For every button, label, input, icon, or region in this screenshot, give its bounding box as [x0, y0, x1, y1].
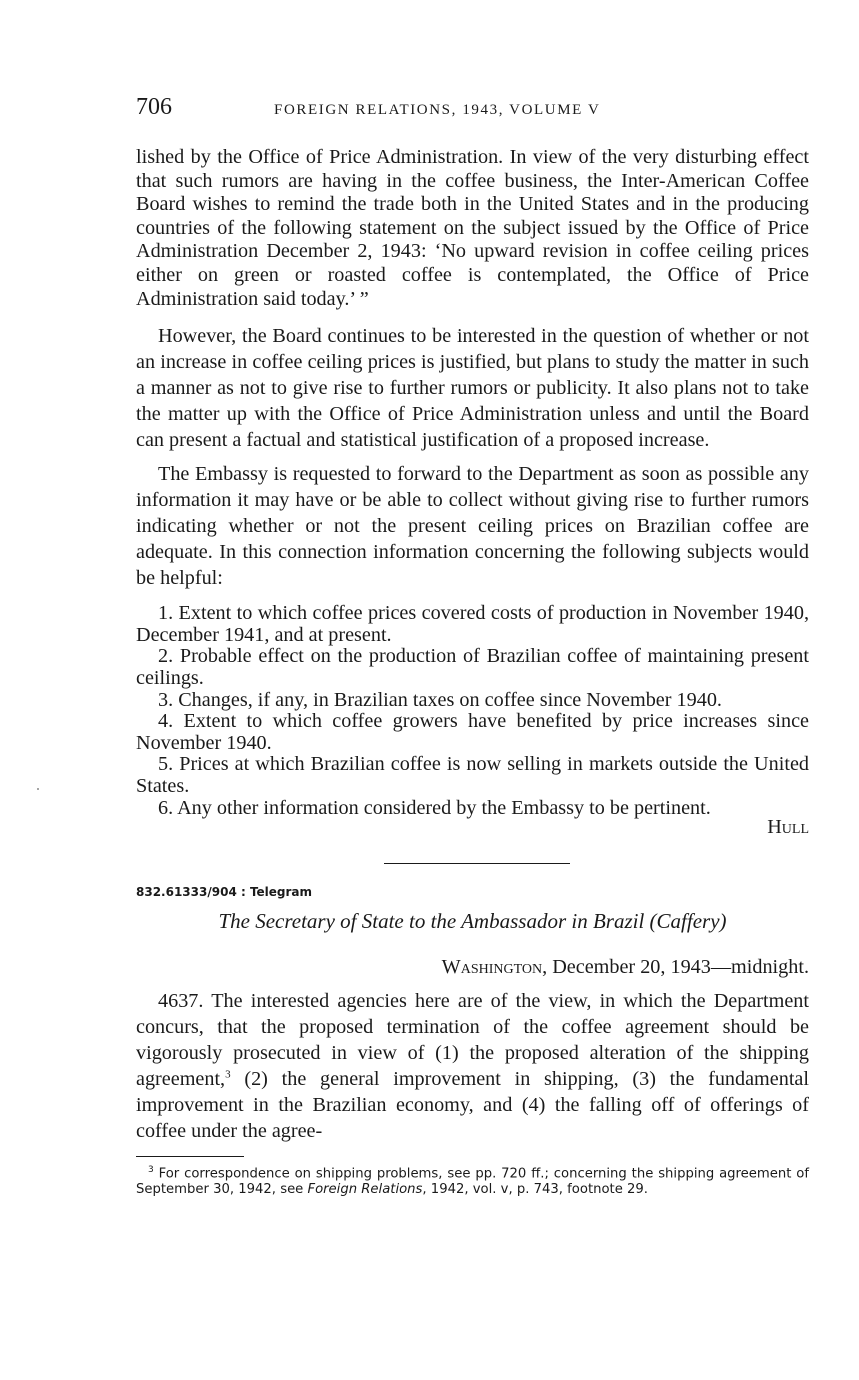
paragraph-board-interest: However, the Board continues to be interested in the question of whether or not an increase in coffee ceiling prices is justified, but plans to study the matter in such a manner as not to give rise to further rumors or publicity. It also plans not to take the matter up with the Office of Price Administration unless and until the Board can present a factual and statistical justification of a proposed increase.	[136, 325, 809, 452]
list-item: 1. Extent to which coffee prices covered costs of production in November 1940, December 1941, and at present.	[136, 602, 809, 646]
section-divider	[384, 863, 570, 864]
list-item: 6. Any other information considered by the Embassy to be pertinent.	[158, 796, 711, 819]
list-item: 5. Prices at which Brazilian coffee is now selling in markets outside the United States.	[136, 753, 809, 797]
stray-mark	[37, 788, 39, 790]
footnote-mark: 3	[148, 1165, 154, 1176]
list-item: 2. Probable effect on the production of Brazilian coffee of maintaining present ceilings.	[136, 645, 809, 689]
paragraph-embassy-request: The Embassy is requested to forward to the Department as soon as possible any information it may have or be able to collect without giving rise to further rumors indicating whether or not the present ceiling prices on Brazilian coffee are adequate. In this connection information concerning the following subjects would be helpful:	[136, 463, 809, 590]
telegram-text-part-2: (2) the general improvement in shipping, (3) the fundamental improvement in the Brazilian economy, and (4) the falling off of offerings of coffee under the agree-	[136, 1068, 809, 1143]
date-text: , December 20, 1943—midnight.	[542, 956, 809, 979]
telegram-text-part-1: 4637. The interested agencies here are of the view, in which the Department concurs, that the proposed termination of the coffee agreement should be vigorously prosecuted in view of (1) the proposed alteration of the shipping agreement,	[136, 990, 809, 1091]
footnote-text-part-2: , 1942, vol. v, p. 743, footnote 29.	[422, 1182, 648, 1198]
document-page	[136, 92, 809, 1198]
running-head	[136, 92, 809, 128]
list-item: 4. Extent to which coffee growers have benefited by price increases since November 1940.	[136, 710, 809, 754]
running-title: FOREIGN RELATIONS, 1943, VOLUME V	[274, 102, 601, 118]
footnote-text-part-1: For correspondence on shipping problems, see pp. 720 ff.; concerning the shipping agreement of September 30, 1942, see	[136, 1166, 809, 1198]
information-subjects-list	[136, 603, 809, 819]
footnote-italic-title: Foreign Relations	[307, 1182, 423, 1198]
paragraph-quoted-statement: lished by the Office of Price Administration. In view of the very disturbing effect that such rumors are having in the coffee business, the Inter-American Coffee Board wishes to remind the trade both in the United States and in the producing countries of the following statement on the subject issued by the Office of Price Administration December 2, 1943: ‘No upward revision in coffee ceiling prices either on green or roasted coffee is contemplated, the Office of Price Administration said today.’ ”	[136, 146, 809, 310]
list-item: 3. Changes, if any, in Brazilian taxes on coffee since November 1940.	[158, 688, 722, 711]
paragraph-telegram-4637	[136, 988, 809, 1144]
document-heading: The Secretary of State to the Ambassador in Brazil (Caffery)	[218, 909, 727, 934]
signature-hull: Hull	[767, 816, 809, 839]
footnote-3	[136, 1163, 809, 1198]
footnote-reference-mark: 3	[225, 1068, 231, 1081]
place-name: Washington	[441, 956, 543, 979]
place-date-line	[136, 954, 809, 980]
file-reference: 832.61333/904 : Telegram	[136, 885, 313, 900]
page-number: 706	[136, 94, 172, 120]
footnote-divider	[136, 1156, 244, 1157]
